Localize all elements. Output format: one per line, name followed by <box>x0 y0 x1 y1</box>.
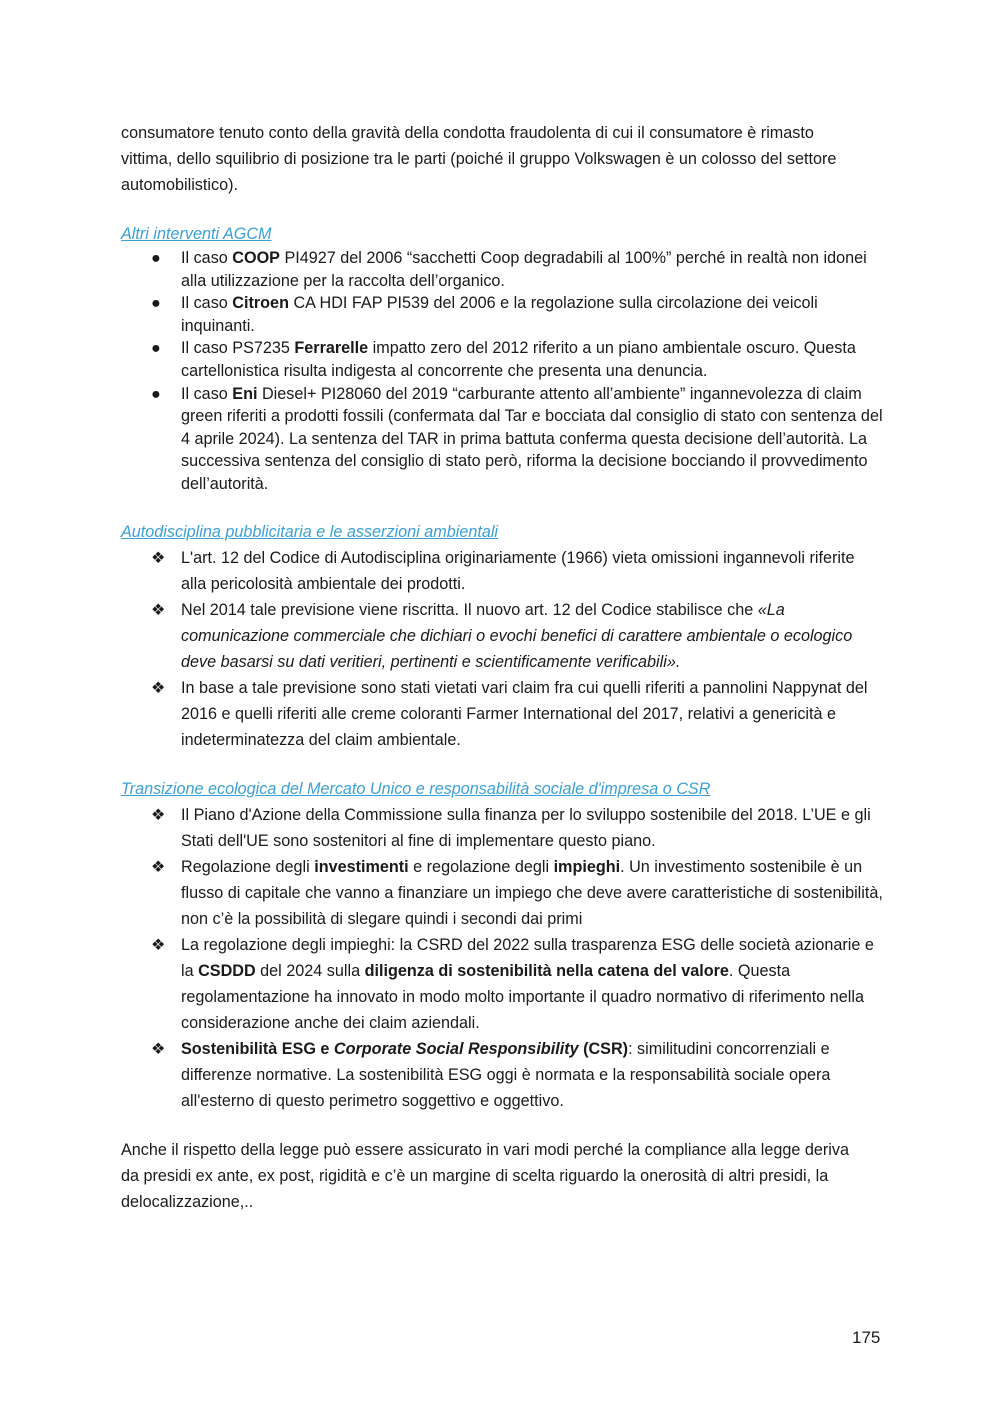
bullet-diamond-icon: ❖ <box>151 548 166 567</box>
section-altri-interventi <box>121 221 883 496</box>
section-heading[interactable]: Transizione ecologica del Mercato Unico e responsabilità sociale d'impresa o CSR <box>121 779 711 798</box>
list-item: ● Il caso PS7235 Ferrarelle impatto zero del 2012 riferito a un piano ambientale oscuro. Questa cartellonistica risulta indigesta al concorrente che presenta una denuncia. <box>151 339 856 380</box>
list-item: ❖ Sostenibilità ESG e Corporate Social Responsibility (CSR): similitudini concorrenziali e differenze normative. La sostenibilità ESG oggi è normata e la responsabilità sociale opera all'esterno di questo perimetro soggettivo e oggettivo. <box>121 1036 883 1114</box>
closing-line: delocalizzazione,.. <box>121 1192 254 1211</box>
bullet-diamond-icon: ❖ <box>151 678 166 697</box>
list-item: ● Il caso Eni Diesel+ PI28060 del 2019 “carburante attento all’ambiente” ingannevolezza di claim green riferiti a prodotti fossili (confermata dal Tar e bocciata dal consiglio di stato con sentenza del 4 aprile 2024). La sentenza del TAR in prima battuta conferma questa decisione dell’autorità. La successiva sentenza del consiglio di stato però, riforma la decisione bocciando il provvedimento dell’autorità. <box>151 384 883 493</box>
document-page <box>121 120 883 1215</box>
bullet-list <box>121 247 883 496</box>
list-item: ❖ L'art. 12 del Codice di Autodisciplina originariamente (1966) vieta omissioni ingannevoli riferite alla pericolosità ambientale dei prodotti. <box>121 545 883 597</box>
bullet-list <box>121 545 883 753</box>
bullet-diamond-icon: ❖ <box>151 600 166 619</box>
bullet-diamond-icon: ❖ <box>151 935 166 954</box>
bullet-diamond-icon: ❖ <box>151 805 166 824</box>
section-autodisciplina <box>121 519 883 753</box>
intro-line: automobilistico). <box>121 176 238 194</box>
bullet-diamond-icon: ❖ <box>151 857 166 876</box>
section-transizione-ecologica <box>121 776 883 1114</box>
bullet-dot-icon: ● <box>151 339 161 358</box>
section-heading[interactable]: Altri interventi AGCM <box>121 225 272 243</box>
list-item: ❖ In base a tale previsione sono stati vietati vari claim fra cui quelli riferiti a pannolini Nappynat del 2016 e quelli riferiti alle creme coloranti Farmer International del 2017, relativi a genericità e indeterminatezza del claim ambientale. <box>121 675 883 753</box>
list-item: ● Il caso Citroen CA HDI FAP PI539 del 2006 e la regolazione sulla circolazione dei veicoli inquinanti. <box>151 294 818 335</box>
closing-line: Anche il rispetto della legge può essere assicurato in vari modi perché la compliance alla legge deriva <box>121 1140 849 1159</box>
list-item: ● Il caso COOP PI4927 del 2006 “sacchetti Coop degradabili al 100%” perché in realtà non idonei alla utilizzazione per la raccolta dell’organico. <box>151 249 867 290</box>
bullet-dot-icon: ● <box>151 384 161 403</box>
intro-line: consumatore tenuto conto della gravità della condotta fraudolenta di cui il consumatore è rimasto <box>121 124 814 142</box>
bullet-diamond-icon: ❖ <box>151 1039 166 1058</box>
bullet-dot-icon: ● <box>151 294 161 313</box>
intro-paragraph <box>121 120 883 198</box>
list-item: ❖ Il Piano d'Azione della Commissione sulla finanza per lo sviluppo sostenibile del 2018. L’UE e gli Stati dell'UE sono sostenitori al fine di implementare questo piano. <box>121 802 883 854</box>
bullet-list <box>121 802 883 1114</box>
list-item: ❖ La regolazione degli impieghi: la CSRD del 2022 sulla trasparenza ESG delle società azionarie e la CSDDD del 2024 sulla diligenza di sostenibilità nella catena del valore. Questa regolamentazione ha innovato in modo molto importante il quadro normativo di riferimento nella considerazione anche dei claim aziendali. <box>121 932 883 1036</box>
intro-line: vittima, dello squilibrio di posizione tra le parti (poiché il gruppo Volkswagen è un colosso del settore <box>121 150 837 168</box>
closing-paragraph <box>121 1137 883 1215</box>
closing-line: da presidi ex ante, ex post, rigidità e c’è un margine di scelta riguardo la onerosità di altri presidi, la <box>121 1166 829 1185</box>
list-item: ❖ Regolazione degli investimenti e regolazione degli impieghi. Un investimento sostenibile è un flusso di capitale che vanno a finanziare un impiego che deve avere caratteristiche di sostenibilità, non c’è la possibilità di slegare quindi i secondi dai primi <box>121 854 883 932</box>
bullet-dot-icon: ● <box>151 249 161 267</box>
page-number: 175 <box>852 1328 881 1347</box>
section-heading[interactable]: Autodisciplina pubblicitaria e le asserzioni ambientali <box>121 522 499 541</box>
list-item: ❖ Nel 2014 tale previsione viene riscritta. Il nuovo art. 12 del Codice stabilisce che «La comunicazione commerciale che dichiari o evochi benefici di carattere ambientale o ecologico deve basarsi su dati veritieri, pertinenti e scientificamente verificabili». <box>121 597 883 675</box>
